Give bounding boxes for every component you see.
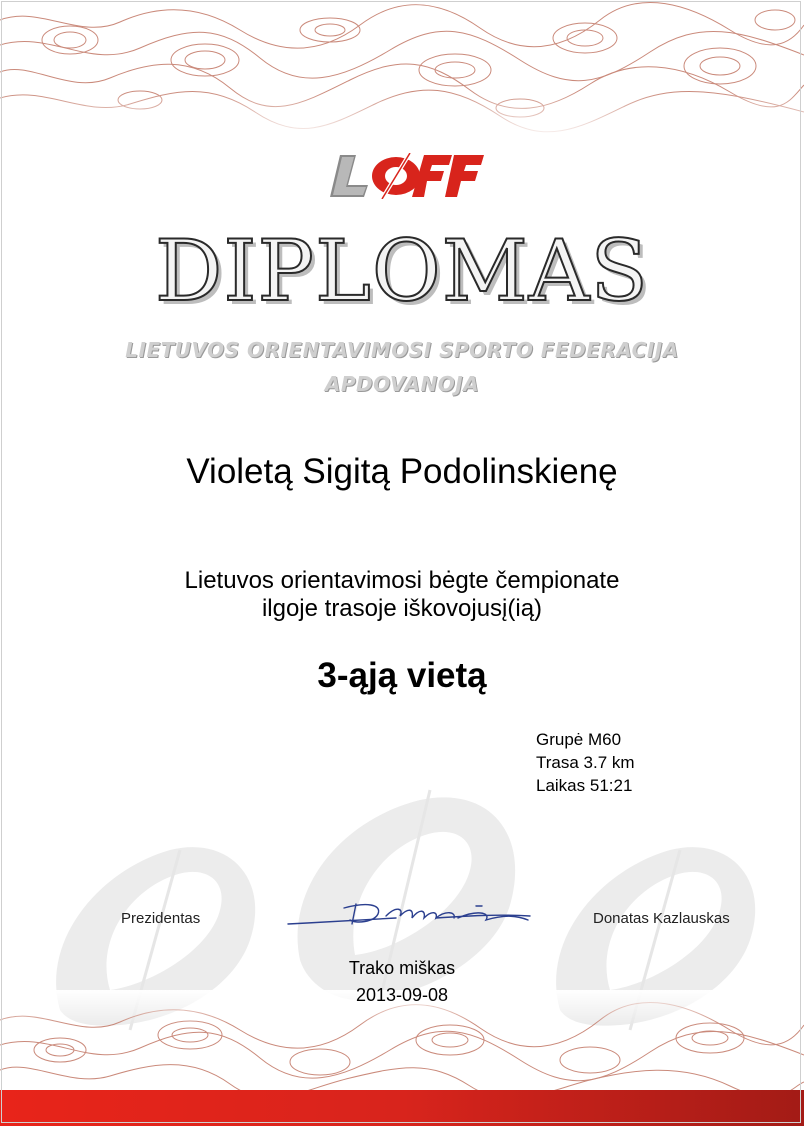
losf-compass-logo-icon	[326, 153, 486, 199]
time-label: Laikas 51:21	[536, 776, 633, 795]
diploma-title: DIPLOMAS	[155, 222, 649, 320]
event-date: 2013-09-08	[355, 985, 449, 1005]
signer-role: Prezidentas	[121, 910, 201, 927]
achievement-line-1: Lietuvos orientavimosi bėgte čempionate	[184, 567, 620, 594]
top-contour-pattern	[0, 0, 804, 140]
recipient-name: Violetą Sigitą Podolinskienę	[186, 452, 618, 491]
signer-name: Donatas Kazlauskas	[593, 910, 730, 927]
handwritten-signature-icon	[286, 896, 536, 932]
result-details	[536, 728, 635, 797]
placement: 3-ąją vietą	[317, 656, 487, 695]
achievement-line-2: ilgoje trasoje iškovojusį(ią)	[261, 595, 543, 622]
group-label: Grupė M60	[536, 730, 622, 749]
bottom-red-bar	[0, 1090, 804, 1126]
federation-awards: APDOVANOJA	[324, 372, 480, 396]
federation-name: LIETUVOS ORIENTAVIMOSI SPORTO FEDERACIJA	[125, 338, 679, 362]
event-location: Trako miškas	[348, 958, 456, 978]
course-label: Trasa 3.7 km	[536, 753, 635, 772]
